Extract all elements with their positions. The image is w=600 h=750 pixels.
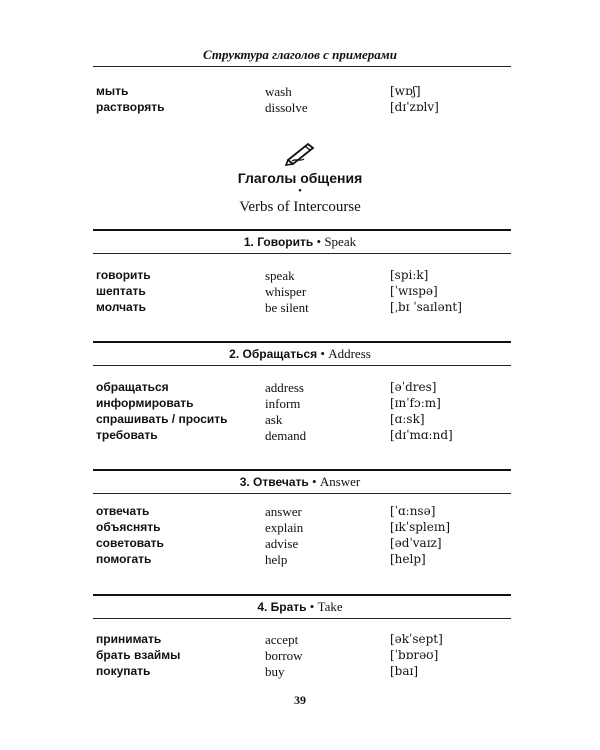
group-top-rule [93,229,511,231]
transcription: [dɪˈmɑːnd] [390,428,453,442]
transcription: [wɒʃ] [390,84,421,98]
group-bottom-rule [93,493,511,494]
page-number: 39 [294,693,306,707]
english-word: speak [265,268,295,283]
english-word: be silent [265,300,309,315]
group-title-ru: 2. Обращаться [229,347,318,361]
table-row [0,519,600,536]
group-top-rule [93,469,511,471]
table-row [0,551,600,568]
group-top-rule [93,594,511,596]
group-title-ru: 1. Говорить [243,235,314,249]
transcription: [ˈɑːnsə] [390,504,436,518]
russian-word: шептать [96,284,146,298]
russian-word: спрашивать / просить [96,412,228,426]
russian-word: растворять [96,100,165,114]
group-title-ru: 3. Отвечать [239,475,309,489]
english-word: address [265,380,304,395]
english-word: wash [265,84,292,99]
russian-word: информировать [96,396,194,410]
english-word: explain [265,520,304,535]
group-title-separator: • [320,346,325,361]
english-word: advise [265,536,299,551]
table-row [0,395,600,412]
transcription: [baɪ] [390,664,419,678]
section-bullet: • [298,185,302,197]
transcription: [ɪnˈfɔːm] [390,396,441,410]
group-title-ru: 4. Брать [257,600,307,614]
russian-word: молчать [96,300,146,314]
group-title [0,473,600,491]
russian-word: говорить [96,268,151,282]
group-title-separator: • [309,599,315,614]
group-title-separator: • [316,234,322,249]
table-row [0,379,600,396]
table-row [0,535,600,552]
section-title-ru: Глаголы общения [237,170,363,186]
group-title-en: Answer [319,474,361,489]
transcription: [help] [390,552,426,566]
russian-word: требовать [96,428,158,442]
table-row [0,663,600,680]
transcription: [ˈwɪspə] [390,284,438,298]
table-row [0,267,600,284]
group-bottom-rule [93,618,511,619]
transcription: [ˈbɒrəʊ] [390,648,439,662]
group-title-separator: • [312,474,317,489]
russian-word: советовать [96,536,164,550]
english-word: buy [265,664,285,679]
group-title [0,598,600,616]
table-row [0,283,600,300]
running-title: Структура глаголов с примерами [203,47,397,62]
transcription: [dɪˈzɒlv] [390,100,439,114]
english-word: help [265,552,288,567]
english-word: inform [265,396,301,411]
table-row [0,83,600,100]
group-title [0,345,600,363]
table-row [0,411,600,428]
table-row [0,299,600,316]
table-row [0,647,600,664]
russian-word: объяснять [96,520,161,534]
group-title-en: Address [328,346,371,361]
group-title [0,233,600,251]
group-title-en: Speak [324,234,357,249]
transcription: [əˈdres] [390,380,437,394]
english-word: answer [265,504,302,519]
group-title-en: Take [317,599,343,614]
english-word: accept [265,632,299,647]
transcription: [ədˈvaɪz] [390,536,442,550]
header-rule [93,66,511,67]
transcription: [ˌbɪ ˈsaɪlənt] [390,300,462,314]
english-word: ask [265,412,283,427]
group-bottom-rule [93,365,511,366]
table-row [0,427,600,444]
transcription: [ɑːsk] [390,412,425,426]
russian-word: покупать [96,664,151,678]
table-row [0,99,600,116]
group-top-rule [93,341,511,343]
russian-word: отвечать [96,504,150,518]
section-title-en: Verbs of Intercourse [239,199,361,215]
english-word: demand [265,428,307,443]
table-row [0,631,600,648]
english-word: borrow [265,648,303,663]
transcription: [əkˈsept] [390,632,443,646]
group-bottom-rule [93,253,511,254]
russian-word: брать взаймы [96,648,181,662]
transcription: [spiːk] [390,268,429,282]
english-word: whisper [265,284,307,299]
russian-word: помогать [96,552,152,566]
russian-word: мыть [96,84,129,98]
russian-word: обращаться [96,380,169,394]
transcription: [ɪkˈspleɪn] [390,520,451,534]
table-row [0,503,600,520]
english-word: dissolve [265,100,308,115]
russian-word: принимать [96,632,162,646]
pencil-icon [284,140,316,166]
